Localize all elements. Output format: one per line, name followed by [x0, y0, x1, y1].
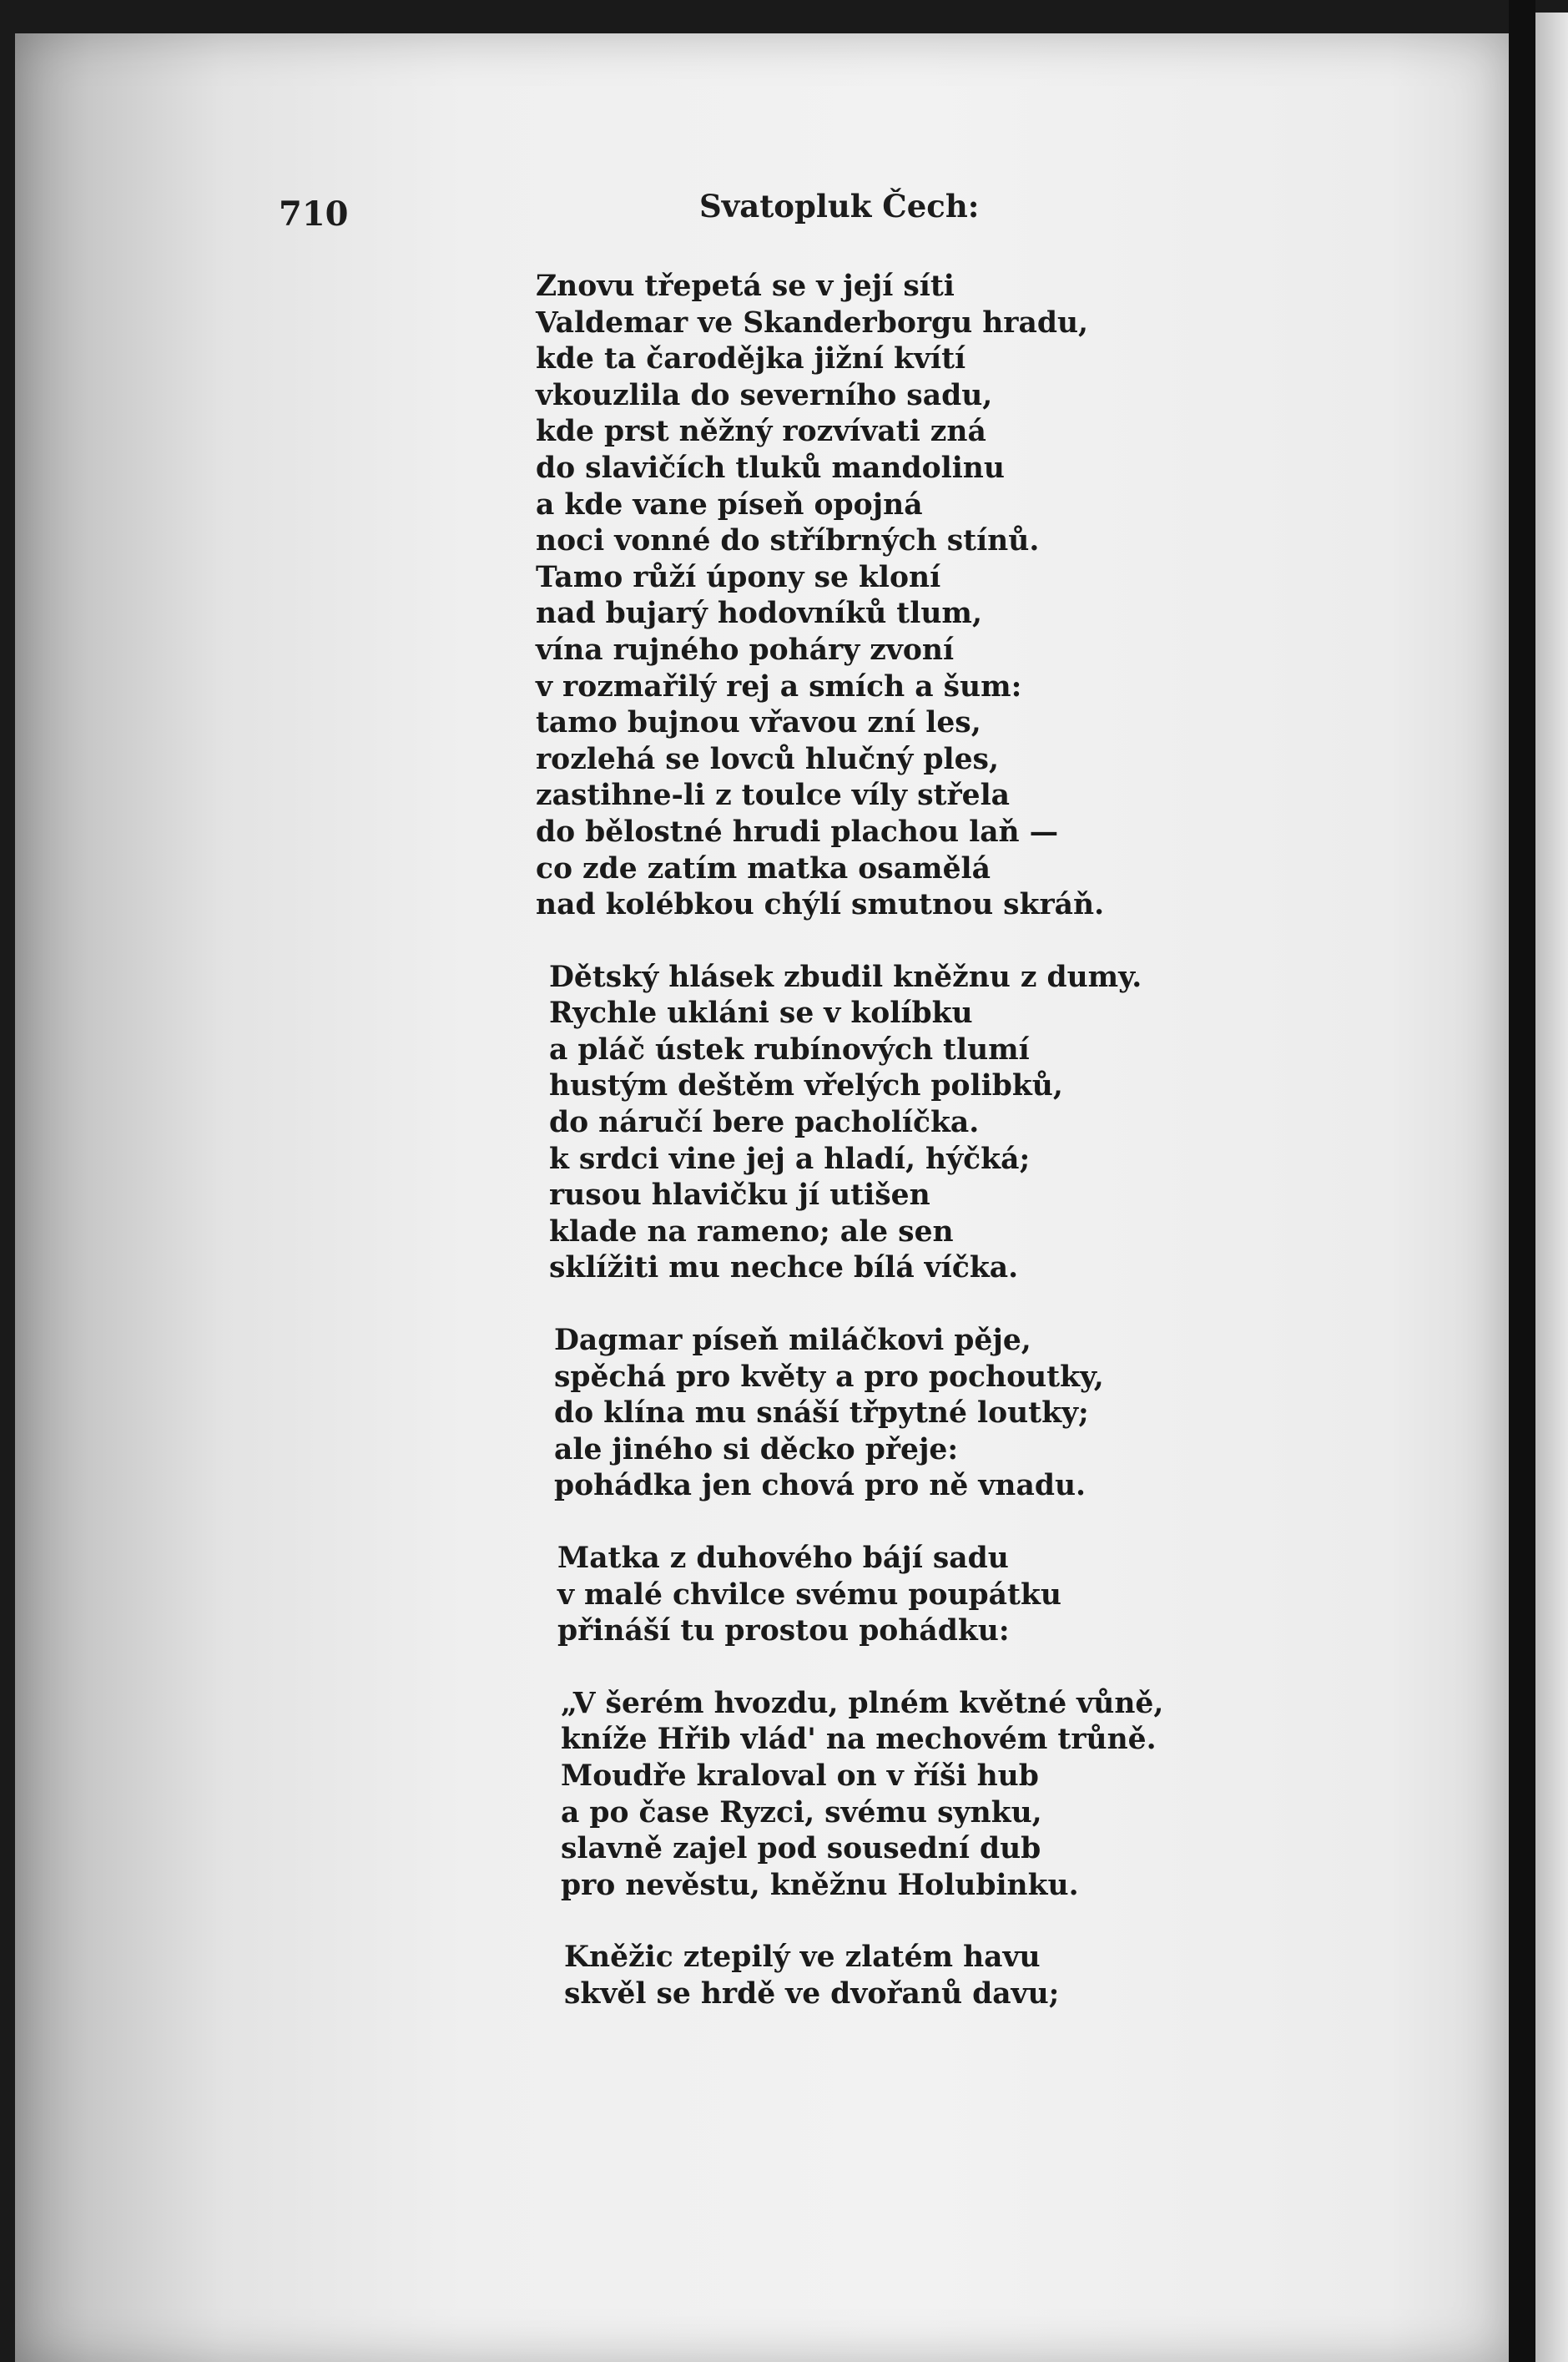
verse-line: v rozmařilý rej a smích a šum: — [536, 669, 1022, 704]
verse-line: Dagmar píseň miláčkovi pěje, — [554, 1324, 1031, 1358]
verse-line: co zde zatím matka osamělá — [536, 851, 991, 886]
page-number: 710 — [279, 194, 349, 234]
verse-line: rozlehá se lovců hlučný ples, — [536, 742, 999, 776]
verse-line: kde ta čarodějka jižní kvítí — [536, 342, 966, 376]
stanza — [534, 1940, 1452, 2012]
verse-line: do bělostné hrudi plachou laň — — [536, 815, 1059, 849]
stanza — [534, 1686, 1452, 1905]
verse-line: ale jiného si děcko přeje: — [554, 1432, 959, 1466]
verse-line: a pláč ústek rubínových tlumí — [549, 1032, 1030, 1067]
verse-line: kníže Hřib vlád' na mechovém trůně. — [561, 1723, 1157, 1757]
verse-line: zastihne-li z toulce víly střela — [536, 779, 1011, 813]
verse-line: v malé chvilce svému poupátku — [557, 1577, 1061, 1612]
stanza — [534, 1541, 1452, 1650]
verse-line: a po čase Ryzci, svému synku, — [561, 1795, 1042, 1830]
next-page-edge — [1535, 13, 1568, 2362]
verse-line: Kněžic ztepilý ve zlatém havu — [564, 1941, 1041, 1975]
verse-line: a kde vane píseň opojná — [536, 487, 923, 522]
verse-line: Rychle ukláni se v kolíbku — [549, 997, 973, 1031]
verse-line: kde prst něžný rozvívati zná — [536, 415, 986, 449]
verse-line: do klína mu snáší třpytné loutky; — [554, 1396, 1089, 1431]
verse-line: pro nevěstu, kněžnu Holubinku. — [561, 1868, 1079, 1902]
running-head: Svatopluk Čech: — [699, 188, 980, 225]
verse-line: k srdci vine jej a hladí, hýčká; — [549, 1142, 1031, 1176]
verse-line: Tamo růží úpony se kloní — [536, 560, 941, 594]
verse-line: Valdemar ve Skanderborgu hradu, — [536, 305, 1089, 340]
verse-line: pohádka jen chová pro ně vnadu. — [554, 1469, 1087, 1503]
verse-line: Matka z duhového bájí sadu — [557, 1542, 1009, 1575]
verse-line: „V šerém hvozdu, plném květné vůně, — [561, 1686, 1164, 1720]
verse-line: spěchá pro květy a pro pochoutky, — [554, 1360, 1104, 1394]
stanza — [534, 269, 1452, 924]
stanza — [534, 960, 1452, 1287]
verse-line: Moudře kraloval on v říši hub — [561, 1759, 1039, 1793]
poem-text — [534, 269, 1452, 2013]
verse-line: přináší tu prostou pohádku: — [557, 1614, 1010, 1648]
verse-line: Znovu třepetá se v její síti — [536, 270, 955, 303]
verse-line: tamo bujnou vřavou zní les, — [536, 706, 981, 740]
verse-line: rusou hlavičku jí utišen — [549, 1178, 930, 1213]
verse-line: nad kolébkou chýlí smutnou skráň. — [536, 888, 1105, 922]
verse-line: do náručí bere pacholíčka. — [549, 1106, 980, 1140]
verse-line: vína rujného poháry zvoní — [536, 633, 955, 667]
verse-line: noci vonné do stříbrných stínů. — [536, 524, 1040, 558]
verse-line: nad bujarý hodovníků tlum, — [536, 597, 982, 631]
verse-line: sklížiti mu nechce bílá víčka. — [549, 1251, 1019, 1285]
page-edge-shadow — [1509, 0, 1535, 2362]
verse-line: vkouzlila do severního sadu, — [536, 378, 993, 412]
verse-line: klade na rameno; ale sen — [549, 1214, 954, 1249]
verse-line: do slavičích tluků mandolinu — [536, 451, 1005, 485]
verse-line: skvěl se hrdě ve dvořanů davu; — [564, 1976, 1060, 2011]
verse-line: hustým deštěm vřelých polibků, — [549, 1069, 1063, 1103]
stanza — [534, 1323, 1452, 1505]
verse-line: slavně zajel pod sousední dub — [561, 1832, 1041, 1866]
verse-line: Dětský hlásek zbudil kněžnu z dumy. — [549, 960, 1142, 994]
